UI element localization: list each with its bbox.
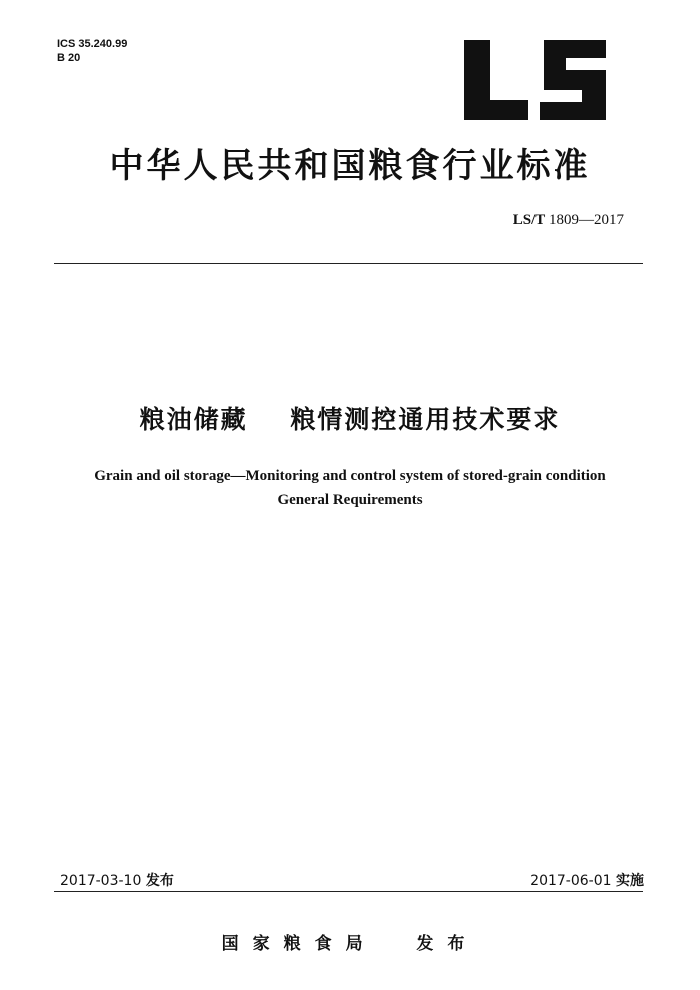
implementation-date — [530, 870, 644, 890]
publisher-name: 国家粮食局 — [221, 934, 377, 954]
english-title-line-2: General Requirements — [277, 492, 423, 508]
industry-standard-title: 中华人民共和国粮食行业标准 — [109, 146, 591, 186]
standard-prefix: LS/T — [512, 212, 546, 228]
english-title-line-1: Grain and oil storage—Monitoring and control system of stored-grain condition — [94, 468, 606, 484]
footer-divider — [54, 891, 643, 892]
ccs-code: B 20 — [57, 52, 81, 64]
standard-number — [513, 212, 624, 229]
implementation-label: 实施 — [616, 873, 644, 889]
document-title-english — [0, 464, 700, 512]
document-title-chinese: 粮油储藏 粮情测控通用技术要求 — [139, 405, 561, 434]
implementation-date-value: 2017-06-01 — [530, 873, 612, 889]
issue-date — [60, 870, 174, 890]
ics-code: ICS 35.240.99 — [57, 38, 128, 50]
classification-codes — [57, 37, 127, 65]
ls-logo — [460, 34, 610, 126]
publisher — [0, 929, 700, 954]
issue-date-value: 2017-03-10 — [60, 873, 142, 889]
standard-year-number: 1809—2017 — [549, 212, 624, 228]
header-divider — [54, 263, 643, 264]
issue-label: 发布 — [145, 873, 174, 889]
publisher-action: 发布 — [416, 934, 479, 954]
